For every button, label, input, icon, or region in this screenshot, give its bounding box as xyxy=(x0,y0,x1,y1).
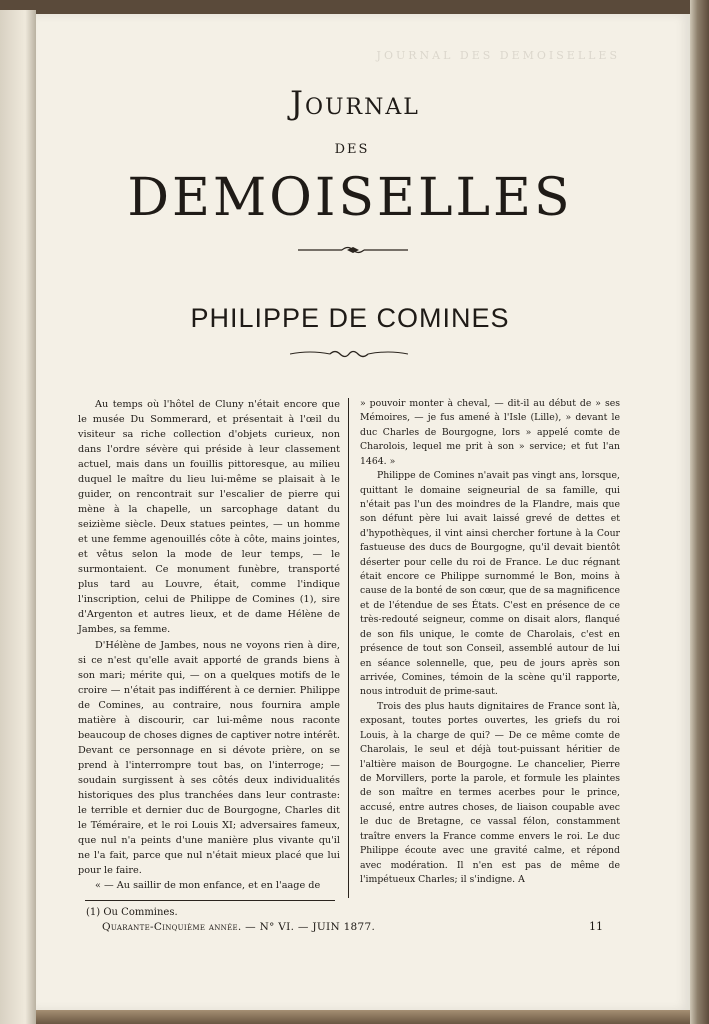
book-spine xyxy=(690,0,709,1024)
footnote: (1) Ou Commines. xyxy=(86,907,178,918)
column-rule xyxy=(348,398,349,898)
paragraph: D'Hélène de Jambes, nous ne voyons rien à dire, si ce n'est qu'elle avait apporté de grands biens à son mari; mérite qui, — on a quelques motifs de le croire — n'était pas indifférent à ce dernier. Philippe de Comines, au contraire, nous fournira ample matière à discourir, car lui-même nous raconte beaucoup de choses dignes de captiver notre intérêt. Devant ce personnage en si dévote prière, on se prend à l'interrompre tout bas, on l'interroge; — soudain surgissent à ses côtés deux individualités historiques des plus tranchées dans leur contraste: le terrible et dernier duc de Bourgogne, Charles dit le Téméraire, et le roi Louis XI; adversaires fameux, que nul n'a peints d'une manière plus vivante qu'il ne l'a fait, parce que nul n'était mieux placé que lui pour le faire. xyxy=(78,639,340,876)
page-number: 11 xyxy=(589,920,603,933)
folio-line: Quarante-Cinquième année. — N° VI. — JUIN 1877. xyxy=(102,921,376,933)
masthead-demoiselles: DEMOISELLES xyxy=(127,168,573,228)
footnote-rule xyxy=(85,900,335,901)
paragraph: « — Au saillir de mon enfance, et en l'aage de xyxy=(95,880,321,891)
masthead-ornament xyxy=(298,243,408,257)
masthead-journal: Journal xyxy=(290,84,420,122)
left-text-column xyxy=(78,397,340,893)
paragraph: Trois des plus hauts dignitaires de France sont là, exposant, toutes portes ouvertes, les griefs du roi Louis, à la charge de qui? — De ce même comte de Charolais, le seul et déjà tout-puissant héritier de l'altière maison de Bourgogne. Le chancelier, Pierre de Morvillers, porte la parole, et formule les plaintes de son maître en termes acerbes pour le prince, accusé, entre autres choses, de liaison coupable avec le duc de Bretagne, ce vassal félon, constamment traître envers la France comme envers le roi. Le duc Philippe écoute avec une gravité calme, et répond avec modération. Il n'en est pas de même de l'impétueux Charles; il s'indigne. A xyxy=(360,700,620,885)
right-text-column xyxy=(360,397,620,887)
facing-page-edge xyxy=(0,10,36,1024)
article-title: PHILIPPE DE COMINES xyxy=(190,303,510,333)
paragraph: Philippe de Comines n'avait pas vingt ans, lorsque, quittant le domaine seigneurial de sa famille, qui n'était pas l'un des moindres de la Flandre, mais que son défunt père lui avait laissé grevé de dettes et d'hypothèques, il vint ainsi chercher fortune à la Cour fastueuse des ducs de Bourgogne, qu'il devait bientôt déserter pour celle du roi de France. Le duc régnant était encore ce Philippe surnommé le Bon, moins à cause de la bonté de son cœur, que de sa magnificence et de l'étendue de ses États. C'est en présence de ce très-redouté seigneur, comme on disait alors, flanqué de son fils unique, le comte de Charolais, c'est en présence de tout son Conseil, assemblé autour de lui en séance solennelle, que, peu de jours après son arrivée, Comines, témoin de la scène qu'il rapporte, nous introduit de prime-saut. xyxy=(360,470,620,698)
bleed-through-header: JOURNAL DES DEMOISELLES xyxy=(376,49,620,62)
masthead-des: DES xyxy=(334,142,370,157)
paragraph: Au temps où l'hôtel de Cluny n'était encore que le musée Du Sommerard, et présentait à l'œil du visiteur sa riche collection d'objets curieux, non dans l'ordre sévère qui préside à leur classement actuel, mais dans un fouillis pittoresque, au milieu duquel le maître du lieu lui-même se plaisait à le guider, on rencontrait sur l'escalier de pierre qui mène à la chapelle, un sarcophage datant du seizième siècle. Deux statues peintes, — un homme et une femme agenouillés côte à côte, mains jointes, et vêtus selon la mode de leur temps, — le surmontaient. Ce monument funèbre, transporté plus tard au Louvre, était, comme l'indique l'inscription, celui de Philippe de Comines (1), sire d'Argenton et autres lieux, et de dame Hélène de Jambes, sa femme. xyxy=(78,399,340,636)
page-bottom-edge xyxy=(36,1010,690,1024)
paragraph: » pouvoir monter à cheval, — dit-il au début de » ses Mémoires, — je fus amené à l'Isle (Lille), » devant le duc Charles de Bourgogne, lors » appelé comte de Charolois, lequel me prit à son » service; et fut l'an 1464. » xyxy=(360,398,620,467)
title-ornament xyxy=(290,347,408,361)
